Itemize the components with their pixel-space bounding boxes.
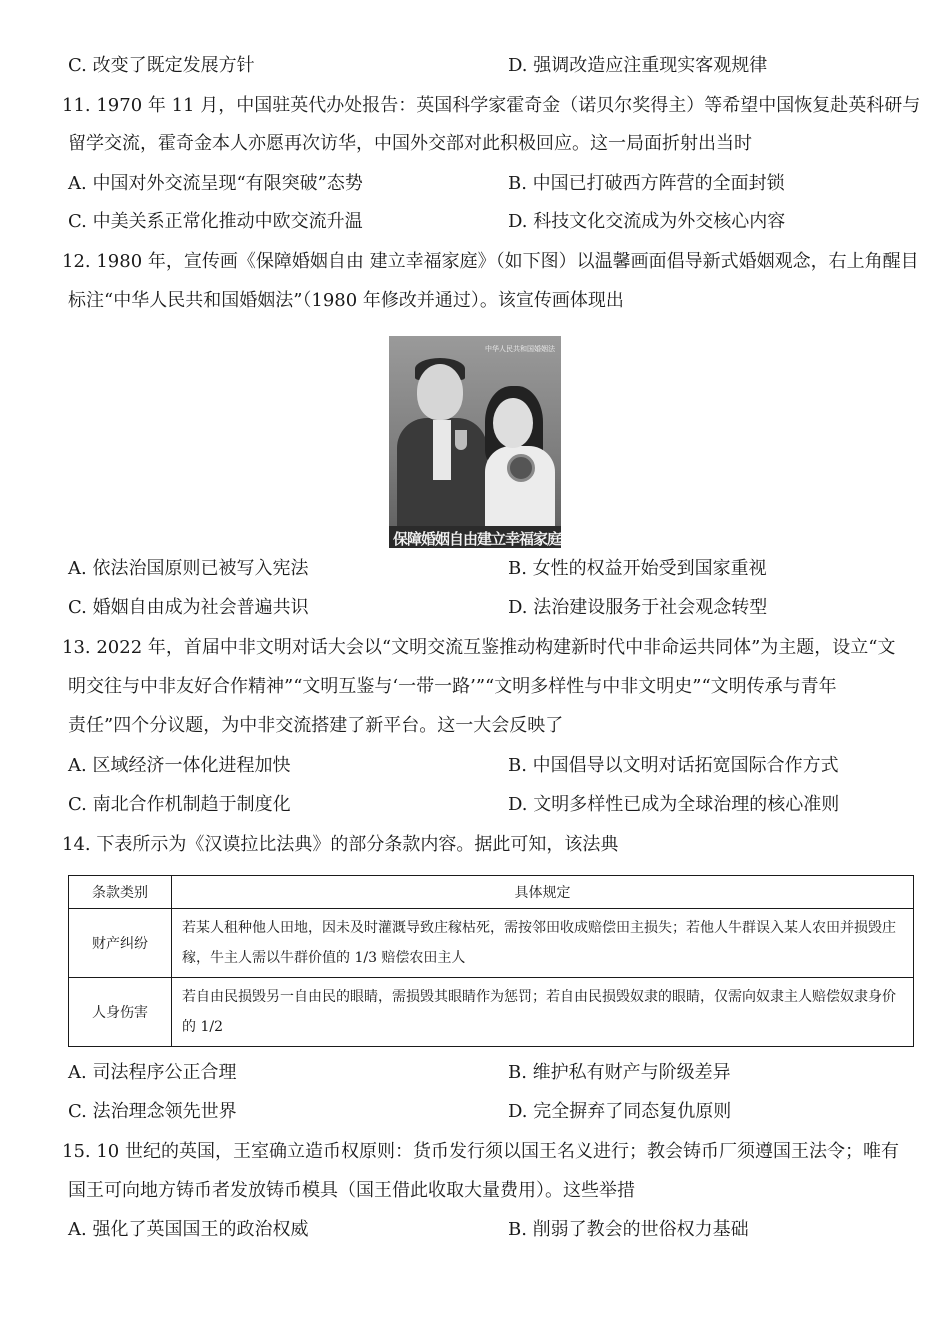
q15-stem-line2: 国王可向地方铸币者发放铸币模具（国王借此收取大量费用）。这些举措	[68, 1180, 635, 1201]
q11-option-c: C. 中美关系正常化推动中欧交流升温	[68, 211, 363, 232]
q15-option-a: A. 强化了英国国王的政治权威	[68, 1219, 309, 1240]
q12-option-c: C. 婚姻自由成为社会普遍共识	[68, 597, 309, 618]
q14-stem-line1: 14. 下表所示为《汉谟拉比法典》的部分条款内容。据此可知，该法典	[62, 834, 619, 855]
q12-option-a: A. 依法治国原则已被写入宪法	[68, 558, 309, 579]
q13-option-c: C. 南北合作机制趋于制度化	[68, 794, 291, 815]
table-row	[69, 978, 914, 1047]
poster-banner	[389, 526, 561, 548]
table-header-rule: 具体规定	[172, 876, 914, 909]
q11-stem-line1: 11. 1970 年 11 月，中国驻英代办处报告：英国科学家霍奇金（诺贝尔奖得主）等希望中国恢复赴英科研与	[62, 95, 921, 116]
table-header-category: 条款类别	[69, 876, 172, 909]
q11-option-d: D. 科技文化交流成为外交核心内容	[508, 211, 786, 232]
table-row	[69, 909, 914, 978]
q15-option-b: B. 削弱了教会的世俗权力基础	[508, 1219, 749, 1240]
q14-option-a: A. 司法程序公正合理	[68, 1062, 237, 1083]
table-header-row	[69, 876, 914, 909]
q12-option-b: B. 女性的权益开始受到国家重视	[508, 558, 767, 579]
q12-stem-line2: 标注“中华人民共和国婚姻法”（1980 年修改并通过）。该宣传画体现出	[68, 290, 624, 311]
q13-stem-line1: 13. 2022 年，首届中非文明对话大会以“文明交流互鉴推动构建新时代中非命运共同体”为主题，设立“文	[62, 637, 896, 658]
q14-option-c: C. 法治理念领先世界	[68, 1101, 237, 1122]
wine-glass	[455, 430, 467, 450]
table-cell-rule: 若某人租种他人田地，因未及时灌溉导致庄稼枯死，需按邻田收成赔偿田主损失；若他人牛群误入某人农田并损毁庄稼，牛主人需以牛群价值的 1/3 赔偿农田主人	[172, 909, 914, 978]
marriage-poster-image	[389, 336, 561, 548]
hammurabi-law-table	[68, 875, 914, 1047]
q12-option-d: D. 法治建设服务于社会观念转型	[508, 597, 768, 618]
table-cell-rule: 若自由民损毁另一自由民的眼睛，需损毁其眼睛作为惩罚；若自由民损毁奴隶的眼睛，仅需向奴隶主人赔偿奴隶身价的 1/2	[172, 978, 914, 1047]
q12-stem-line1: 12. 1980 年，宣传画《保障婚姻自由 建立幸福家庭》（如下图）以温馨画面倡导新式婚姻观念，右上角醒目	[62, 251, 919, 272]
q13-stem-line2: 明交往与中非友好合作精神”“文明互鉴与‘一带一路’”“文明多样性与中非文明史”“文明传承与青年	[68, 676, 837, 697]
poster-banner-text: 保障婚姻自由建立幸福家庭	[393, 530, 561, 548]
q11-stem-line2: 留学交流，霍奇金本人亦愿再次访华，中国外交部对此积极回应。这一局面折射出当时	[68, 133, 752, 154]
q11-option-a: A. 中国对外交流呈现“有限突破”态势	[68, 173, 363, 194]
q11-option-b: B. 中国已打破西方阵营的全面封锁	[508, 173, 785, 194]
rose-corsage	[507, 454, 535, 482]
q14-option-b: B. 维护私有财产与阶级差异	[508, 1062, 731, 1083]
table-cell-category: 人身伤害	[69, 978, 172, 1047]
q13-stem-line3: 责任”四个分议题，为中非交流搭建了新平台。这一大会反映了	[68, 715, 564, 736]
q13-option-b: B. 中国倡导以文明对话拓宽国际合作方式	[508, 755, 839, 776]
q10-option-c: C. 改变了既定发展方针	[68, 55, 255, 76]
q14-option-d: D. 完全摒弃了同态复仇原则	[508, 1101, 732, 1122]
poster-corner-note: 中华人民共和国婚姻法	[485, 345, 555, 353]
table-cell-category: 财产纠纷	[69, 909, 172, 978]
q13-option-a: A. 区域经济一体化进程加快	[68, 755, 291, 776]
q15-stem-line1: 15. 10 世纪的英国，王室确立造币权原则：货币发行须以国王名义进行；教会铸币厂须遵国王法令；唯有	[62, 1141, 899, 1162]
q13-option-d: D. 文明多样性已成为全球治理的核心准则	[508, 794, 840, 815]
q10-option-d: D. 强调改造应注重现实客观规律	[508, 55, 768, 76]
